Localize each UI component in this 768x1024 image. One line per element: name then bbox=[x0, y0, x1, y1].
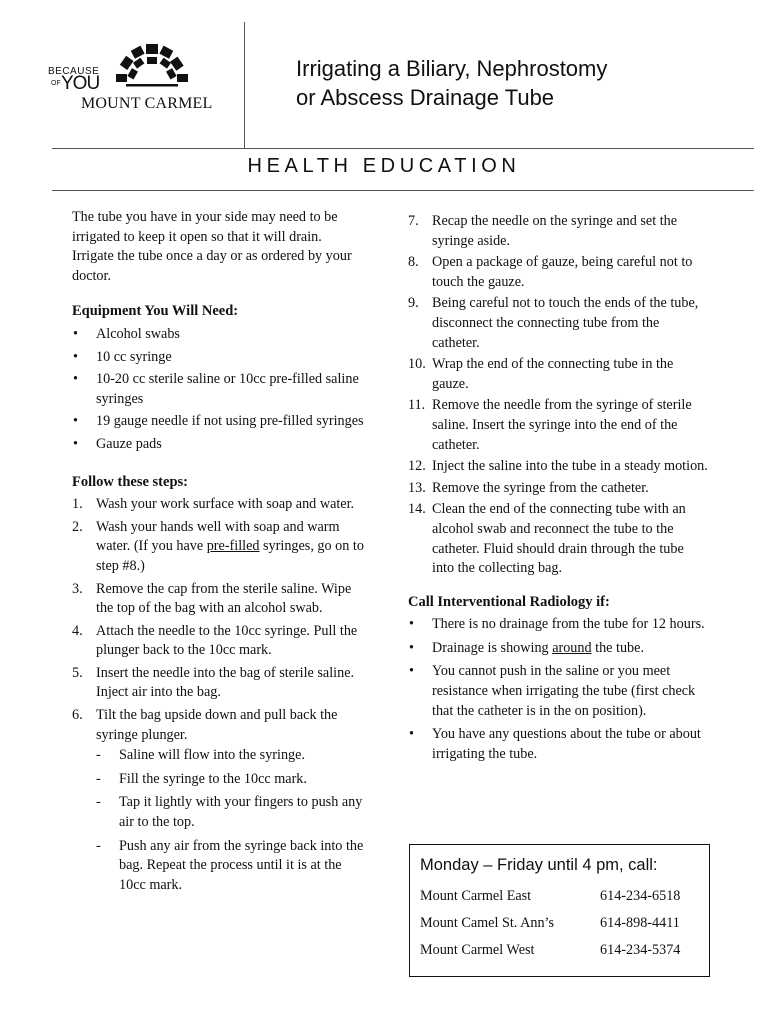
header-divider-bottom bbox=[52, 190, 754, 191]
step-number: 2. bbox=[72, 518, 83, 535]
step-text: Clean the end of the connecting tube with an alcohol swab and reconnect the tube to the catheter. Fluid should drain through the tube into the collecting bag. bbox=[432, 501, 686, 577]
logo-you-text: YOU bbox=[61, 73, 100, 94]
step-item bbox=[408, 457, 708, 477]
step-item bbox=[408, 396, 708, 455]
call-item-text: the tube. bbox=[591, 639, 644, 656]
document-title bbox=[296, 54, 736, 112]
step-item bbox=[408, 479, 708, 499]
steps-list-left bbox=[72, 495, 366, 895]
step-number: 5. bbox=[72, 664, 83, 681]
step-text: Recap the needle on the syringe and set the syringe aside. bbox=[432, 213, 678, 249]
substep-item: - Saline will flow into the syringe. bbox=[96, 746, 366, 766]
step-item bbox=[72, 495, 366, 515]
mount-carmel-logo bbox=[48, 40, 238, 120]
step-item bbox=[72, 518, 366, 577]
call-item: • There is no drainage from the tube for 12 hours. bbox=[408, 615, 708, 635]
call-item: • You have any questions about the tube or about irrigating the tube. bbox=[408, 725, 708, 764]
step-number: 4. bbox=[72, 622, 83, 639]
step-number: 14. bbox=[408, 501, 426, 518]
equipment-heading: Equipment You Will Need: bbox=[72, 303, 239, 320]
step-number: 9. bbox=[408, 295, 419, 312]
section-label: HEALTH EDUCATION bbox=[247, 155, 521, 177]
equipment-item: • Gauze pads bbox=[72, 435, 366, 455]
steps-list-right bbox=[408, 212, 708, 579]
step-item bbox=[72, 706, 366, 895]
call-list bbox=[408, 615, 708, 764]
contact-location: Mount Camel St. Ann’s bbox=[420, 915, 555, 931]
intro-paragraph: The tube you have in your side may need to be irrigated to keep it open so that it will drain. Irrigate the tube once a day or as ordered by your doctor. bbox=[72, 209, 352, 284]
call-item-text: Drainage is showing bbox=[432, 639, 553, 656]
step-text: syringes, go on to step #8.) bbox=[96, 538, 364, 574]
call-heading: Call Interventional Radiology if: bbox=[408, 593, 610, 610]
step-text: Tilt the bag upside down and pull back the syringe plunger. bbox=[96, 707, 338, 743]
arch-logo-icon bbox=[116, 44, 188, 92]
contact-location: Mount Carmel West bbox=[420, 942, 535, 958]
substep-list bbox=[96, 746, 366, 895]
step-item bbox=[72, 580, 366, 619]
step-number: 12. bbox=[408, 458, 426, 475]
step-number: 6. bbox=[72, 707, 83, 724]
header-vertical-divider bbox=[244, 22, 245, 148]
step-text: Open a package of gauze, being careful not to touch the gauze. bbox=[432, 254, 693, 290]
step-item bbox=[408, 253, 708, 292]
step-text: Attach the needle to the 10cc syringe. Pull the plunger back to the 10cc mark. bbox=[96, 622, 358, 659]
contact-row bbox=[420, 915, 680, 932]
equipment-item: • Alcohol swabs bbox=[72, 325, 366, 345]
step-text: Remove the needle from the syringe of sterile saline. Insert the syringe into the end of the catheter. bbox=[432, 397, 692, 453]
step-text: Being careful not to touch the ends of the tube, disconnect the connecting tube from the catheter. bbox=[432, 295, 699, 351]
step-text: Wash your work surface with soap and water. bbox=[96, 496, 355, 513]
contact-heading: Monday – Friday until 4 pm, call: bbox=[420, 856, 658, 874]
step-number: 3. bbox=[72, 580, 83, 597]
title-line-1: Irrigating a Biliary, Nephrostomy bbox=[296, 56, 608, 81]
substep-item: - Tap it lightly with your fingers to push any air to the top. bbox=[96, 793, 366, 832]
left-column bbox=[72, 208, 366, 899]
step-number: 1. bbox=[72, 496, 83, 513]
header-divider-top bbox=[52, 148, 754, 149]
step-item bbox=[408, 355, 708, 394]
equipment-item: • 10-20 cc sterile saline or 10cc pre-filled saline syringes bbox=[72, 370, 366, 409]
equipment-list bbox=[72, 325, 366, 455]
call-item: • You cannot push in the saline or you meet resistance when irrigating the tube (first check that the catheter is in the on position). bbox=[408, 662, 708, 721]
step-number: 8. bbox=[408, 254, 419, 271]
contact-phone: 614-898-4411 bbox=[600, 915, 680, 931]
contact-row bbox=[420, 888, 681, 905]
substep-item: - Fill the syringe to the 10cc mark. bbox=[96, 770, 366, 790]
logo-of-text: OF bbox=[51, 80, 61, 87]
step-text: Remove the syringe from the catheter. bbox=[432, 479, 649, 496]
step-item bbox=[408, 294, 708, 353]
step-text: Remove the cap from the sterile saline. Wipe the top of the bag with an alcohol swab. bbox=[96, 580, 352, 617]
equipment-item: • 19 gauge needle if not using pre-filled syringes bbox=[72, 412, 366, 432]
step-number: 10. bbox=[408, 356, 426, 373]
contact-row bbox=[420, 942, 681, 959]
step-underlined-text: pre-filled bbox=[206, 538, 260, 555]
contact-location: Mount Carmel East bbox=[420, 888, 532, 904]
contact-phone: 614-234-5374 bbox=[600, 942, 681, 958]
right-column bbox=[408, 212, 708, 782]
logo-name-text: MOUNT CARMEL bbox=[81, 95, 213, 112]
contact-phone: 614-234-6518 bbox=[600, 888, 681, 904]
step-number: 13. bbox=[408, 479, 426, 496]
substep-item: - Push any air from the syringe back into the bag. Repeat the process until it is at the 10cc mark. bbox=[96, 837, 366, 896]
steps-heading: Follow these steps: bbox=[72, 473, 188, 490]
title-line-2: or Abscess Drainage Tube bbox=[296, 85, 555, 110]
call-item bbox=[408, 639, 708, 659]
logo-because-text: BECAUSE bbox=[48, 66, 100, 77]
step-text: Inject the saline into the tube in a steady motion. bbox=[432, 458, 708, 475]
step-item bbox=[408, 212, 708, 251]
step-text: Insert the needle into the bag of sterile saline. Inject air into the bag. bbox=[96, 664, 355, 701]
step-number: 7. bbox=[408, 213, 419, 229]
contact-box bbox=[409, 844, 710, 977]
step-item bbox=[72, 622, 366, 661]
equipment-item: • 10 cc syringe bbox=[72, 348, 366, 368]
step-item bbox=[72, 664, 366, 703]
step-number: 11. bbox=[408, 397, 426, 414]
step-item bbox=[408, 500, 708, 578]
step-text: Wrap the end of the connecting tube in the gauze. bbox=[432, 356, 674, 392]
call-item-underlined-text: around bbox=[552, 639, 592, 656]
step-text: Wash your hands well with soap and warm water. (If you have bbox=[96, 518, 340, 555]
